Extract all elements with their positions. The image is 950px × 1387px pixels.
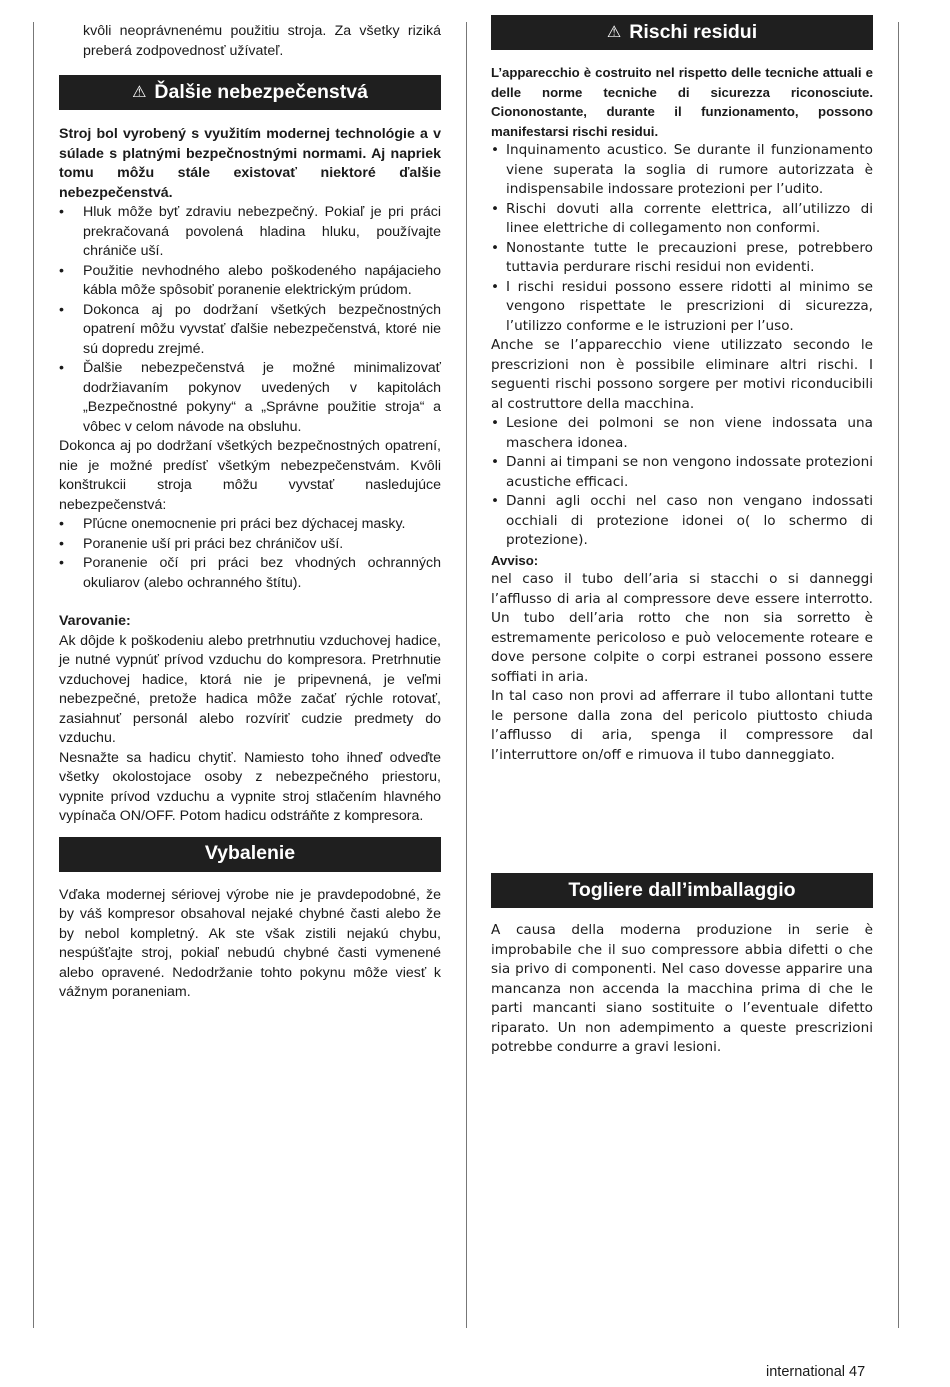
bullet-mark: • bbox=[491, 278, 500, 295]
list-item: • Dokonca aj po dodržaní všetkých bezpečnostných opatrení môžu vyvstať ďalšie nebezpečenstvá, ktoré nie sú dopredu zrejmé. bbox=[59, 301, 441, 357]
right-margin-rule bbox=[898, 22, 899, 1328]
list-item: • Danni agli occhi nel caso non vengano indossati occhiali di protezione idonei o( lo schermo di protezione). bbox=[491, 493, 873, 548]
heading-title: Togliere dall’imballaggio bbox=[568, 878, 796, 901]
list-item: • Lesione dei polmoni se non viene indossata una maschera idonea. bbox=[491, 415, 873, 451]
list-item: • Hluk môže byť zdraviu nebezpečný. Pokiaľ je pri práci prekračovaná povolená hladina hluku, používajte chrániče uší. bbox=[59, 204, 441, 259]
section-lead: Stroj bol vyrobený s využitím modernej technológie a v súlade s platnými bezpečnostnými normami. Aj napriek tomu môžu stále existovať niektoré ďalšie nebezpečenstvá. bbox=[59, 126, 441, 201]
list-item: • I rischi residui possono essere ridotti al minimo se vengono rispettate le prescrizioni di sicurezza, l’utilizzo conforme e le istruzioni per l’uso. bbox=[491, 278, 873, 334]
bullet-mark: • bbox=[491, 415, 500, 431]
heading-title: Vybalenie bbox=[204, 842, 296, 865]
right-column-lower bbox=[491, 873, 873, 1058]
bullet-mark: • bbox=[59, 262, 64, 279]
right-column bbox=[491, 15, 873, 765]
list-item: • Pľúcne onemocnenie pri práci bez dýchacej masky. bbox=[59, 515, 441, 535]
bullet-mark: • bbox=[59, 516, 64, 532]
warning-label: Avviso: bbox=[491, 552, 539, 568]
page-footer: international 47 bbox=[766, 1364, 866, 1380]
section-paragraph: Anche se l’apparecchio viene utilizzato secondo le prescrizioni non è possibile eliminare altri rischi. I seguenti rischi possono sorgere per motivi riconducibili al costruttore della macchina. bbox=[491, 337, 873, 412]
left-column bbox=[59, 22, 441, 1003]
unpacking-text: A causa della moderna produzione in serie è improbabile che il suo compressore abbia difetti o che sia privo di componenti. Nel caso dovesse apparire una mancanza non accenda la macchina prima di che le parti mancanti siano sostituite o l’eventuale difetto riparato. Un non adempimento a queste prescrizioni potrebbe condurre a gravi lesioni. bbox=[491, 922, 873, 1055]
bullet-mark: • bbox=[491, 239, 500, 256]
section-heading-togliere-dall-imballaggio bbox=[491, 873, 873, 908]
warning-text: nel caso il tubo dell’aria si stacchi o si danneggi l’afflusso di aria al compressore deve essere interrotto. Un tubo dell’aria rotto che non sia sorretto è estremamente pericoloso e può velocemente roteare e dove persone colpite o corpi estranei possono essere soffiati in aria. bbox=[491, 571, 873, 685]
hazard-list bbox=[491, 141, 873, 336]
bullet-mark: • bbox=[491, 142, 500, 158]
left-margin-rule bbox=[33, 22, 34, 1328]
section-lead: L’apparecchio è costruito nel rispetto delle tecniche attuali e delle norme tecniche di sicurezza riconosciute. Ciononostante, durante il funzionamento, possono manifestarsi rischi residui. bbox=[491, 65, 873, 139]
bullet-mark: • bbox=[59, 360, 64, 376]
bullet-mark: • bbox=[59, 204, 64, 220]
warning-icon: ⚠ bbox=[606, 23, 622, 41]
heading-title: Ďalšie nebezpečenstvá bbox=[154, 80, 368, 103]
list-item: • Inquinamento acustico. Se durante il funzionamento viene superata la soglia di rumore autorizzata è indispensabile indossare protezioni per l’udito. bbox=[491, 142, 873, 197]
list-item: • Rischi dovuti alla corrente elettrica, all’utilizzo di linee elettriche di collegamento non conformi. bbox=[491, 200, 873, 236]
section-heading-rischi-residui bbox=[491, 15, 873, 50]
warning-icon: ⚠ bbox=[132, 83, 147, 101]
bullet-mark: • bbox=[491, 493, 500, 509]
warning-text: Nesnažte sa hadicu chytiť. Namiesto toho ihneď odveďte všetky okolostojace osoby z nebezpečného priestoru, vypnite prívod vzduchu a vypnite stroj stlačením hlavného vypínača ON/OFF. Potom hadicu odstráňte z kompresora. bbox=[59, 749, 441, 824]
list-item: • Nonostante tutte le precauzioni prese, potrebbero tuttavia perdurare rischi residui non evidenti. bbox=[491, 239, 873, 275]
list-item: • Použitie nevhodného alebo poškodeného napájacieho kábla môže spôsobiť poranenie elektrickým prúdom. bbox=[59, 262, 441, 298]
warning-label: Varovanie: bbox=[59, 613, 131, 629]
warning-text: Ak dôjde k poškodeniu alebo pretrhnutiu vzduchovej hadice, je nutné vypnúť prívod vzduchu do kompresora. Pretrhnutie vzduchovej hadice, ktorá nie je pripevnená, je veľmi nebezpečné, pretože hadica môže začať rýchle rotovať, zasiahnuť personál alebo rozvíriť cudzie predmety do vzduchu. bbox=[59, 632, 441, 746]
injury-list bbox=[491, 414, 873, 551]
warning-text: In tal caso non provi ad afferrare il tubo allontani tutte le persone dalla zona del pericolo piuttosto chiuda l’afflusso di aria, spenga il compressore dal l’interruttore on/off e rimuova il tubo danneggiato. bbox=[491, 688, 873, 763]
center-column-rule bbox=[466, 22, 467, 1328]
list-item: • Danni ai timpani se non vengono indossate protezioni acustiche efficaci. bbox=[491, 454, 873, 490]
section-paragraph: Dokonca aj po dodržaní všetkých bezpečnostných opatrení, nie je možné predísť všetkým nebezpečenstvám. Kvôli konštrukcii stroja môžu vyvstať nasledujúce nebezpečenstvá: bbox=[59, 438, 441, 513]
bullet-mark: • bbox=[59, 301, 64, 318]
injury-list bbox=[59, 515, 441, 593]
bullet-mark: • bbox=[491, 454, 500, 470]
bullet-mark: • bbox=[59, 535, 64, 552]
bullet-mark: • bbox=[59, 555, 64, 571]
hazard-list bbox=[59, 203, 441, 437]
list-item: • Poranenie očí pri práci bez vhodných ochranných okuliarov (alebo ochranného štítu). bbox=[59, 555, 441, 591]
bullet-mark: • bbox=[491, 200, 500, 217]
intro-text: kvôli neoprávnenému použitiu stroja. Za všetky riziká preberá zodpovednosť užívateľ. bbox=[83, 23, 441, 59]
section-heading-dalsie-nebezpecenstva bbox=[59, 75, 441, 110]
unpacking-text: Vďaka modernej sériovej výrobe nie je pravdepodobné, že by váš kompresor obsahoval nejaké chybné časti alebo že by nebol kompletný. Ak ste však zistili nejakú chybu, nespúšťajte stroj, pokiaľ nebudú chybné časti vymenené alebo opravené. Nedodržanie tohto pokynu môže viesť k vážnym poraneniam. bbox=[59, 886, 441, 1000]
list-item: • Ďalšie nebezpečenstvá je možné minimalizovať dodržiavaním pokynov uvedených v kapitolách „Bezpečnostné pokyny“ a „Správne použitie stroja“ a vôbec v celom návode na obsluhu. bbox=[59, 360, 441, 435]
list-item: • Poranenie uší pri práci bez chráničov uší. bbox=[59, 535, 441, 555]
section-heading-vybalenie bbox=[59, 837, 441, 872]
heading-title: Rischi residui bbox=[629, 20, 758, 43]
